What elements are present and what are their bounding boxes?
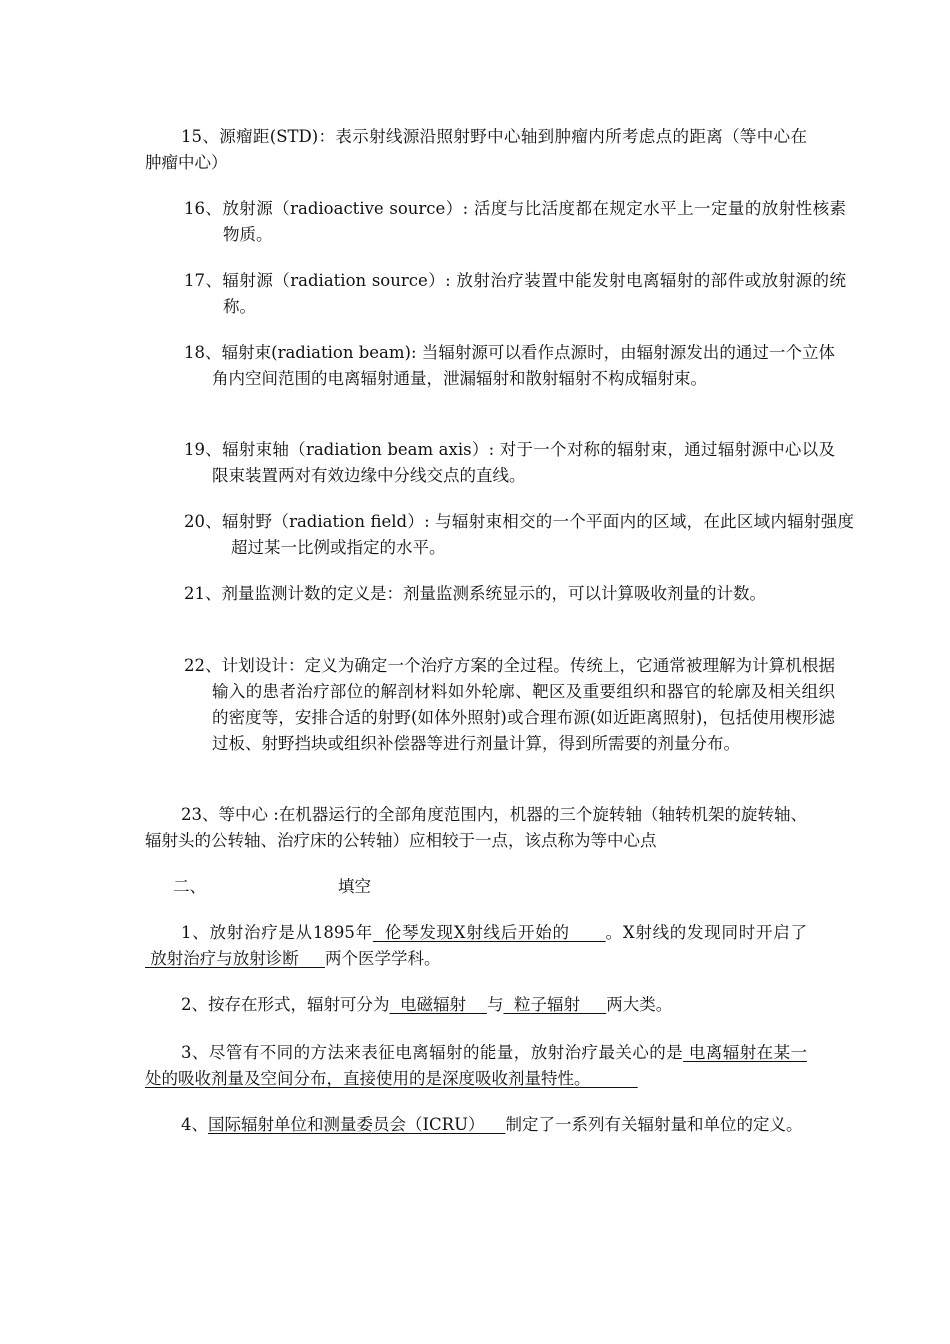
- question-text: 2、按存在形式，辐射可分为: [181, 995, 390, 1014]
- definition-number: 22、: [184, 656, 222, 675]
- definition-text: 等中心 :在机器运行的全部角度范围内，机器的三个旋转轴（轴转机架的旋转轴、辐射头的公转轴、治疗床的公转轴）应相较于一点，该点称为等中心点: [145, 805, 807, 850]
- definition-19: [184, 437, 835, 489]
- question-text: 两个医学学科。: [324, 949, 441, 968]
- section-heading: [145, 874, 807, 900]
- definition-number: 20、: [184, 512, 223, 531]
- answer-blank: 国际辐射单位和测量委员会（ICRU）: [208, 1115, 506, 1134]
- definition-number: 18、: [184, 343, 222, 362]
- definition-text: 剂量监测计数的定义是：剂量监测系统显示的，可以计算吸收剂量的计数。: [221, 584, 766, 603]
- definition-17: [184, 268, 846, 320]
- answer-blank: 粒子辐射: [503, 995, 607, 1014]
- answer-blank: 电离辐射在某一处的吸收剂量及空间分布，直接使用的是深度吸收剂量特性。: [145, 1043, 808, 1088]
- definition-text: 辐射束轴（radiation beam axis）: 对于一个对称的辐射束，通过辐射源中心以及限束装置两对有效边缘中分线交点的直线。: [212, 440, 835, 485]
- definition-text: 辐射野（radiation field）: 与辐射束相交的一个平面内的区域，在此区域内辐射强度超过某一比例或指定的水平。: [222, 512, 854, 557]
- answer-blank: 放射治疗与放射诊断: [145, 949, 325, 968]
- definition-23: [145, 802, 807, 854]
- definition-21: [184, 581, 846, 607]
- section-number: 二、: [173, 877, 206, 896]
- fill-question-1: [145, 920, 807, 972]
- definition-text: 源瘤距(STD)：表示射线源沿照射野中心轴到肿瘤内所考虑点的距离（等中心在肿瘤中心）: [145, 127, 807, 172]
- fill-question-3: [145, 1040, 807, 1092]
- question-text: 3、尽管有不同的方法来表征电离辐射的能量，放射治疗最关心的是: [181, 1043, 684, 1062]
- definition-number: 17、: [184, 271, 223, 290]
- fill-question-2: [145, 992, 807, 1018]
- question-text: 4、: [181, 1115, 208, 1134]
- definition-number: 23、: [181, 805, 219, 824]
- definition-number: 16、: [184, 199, 223, 218]
- definition-text: 辐射源（radiation source）: 放射治疗装置中能发射电离辐射的部件或放射源的统称。: [222, 271, 847, 316]
- definition-20: [184, 509, 854, 561]
- fill-question-4: [145, 1112, 807, 1138]
- answer-blank: 伦琴发现X射线后开始的: [372, 923, 606, 942]
- question-text: 制定了一系列有关辐射量和单位的定义。: [505, 1115, 803, 1134]
- definition-number: 19、: [184, 440, 223, 459]
- question-text: 。X射线的发现同时开启了: [605, 923, 807, 942]
- definition-text: 计划设计：定义为确定一个治疗方案的全过程。传统上，它通常被理解为计算机根据输入的患者治疗部位的解剖材料如外轮廓、靶区及重要组织和器官的轮廓及相关组织的密度等，安排合适的射野(如体外照射)或合理布源(如近距离照射)，包括使用楔形滤过板、射野挡块或组织补偿器等进行剂量计算，得到所需要的剂量分布。: [212, 656, 835, 753]
- definition-16: [184, 196, 846, 248]
- definition-number: 15、: [181, 127, 220, 146]
- question-text: 1、放射治疗是从1895年: [181, 923, 373, 942]
- question-text: 两大类。: [606, 995, 673, 1014]
- answer-blank: 电磁辐射: [389, 995, 487, 1014]
- question-text: 与: [486, 995, 504, 1014]
- definition-text: 放射源（radioactive source）: 活度与比活度都在规定水平上一定量的放射性核素物质。: [222, 199, 846, 244]
- section-title: 填空: [338, 877, 371, 896]
- definition-15: [145, 124, 807, 176]
- definition-text: 辐射束(radiation beam): 当辐射源可以看作点源时，由辐射源发出的通过一个立体角内空间范围的电离辐射通量，泄漏辐射和散射辐射不构成辐射束。: [212, 343, 835, 388]
- definition-22: [184, 653, 835, 757]
- definition-18: [184, 340, 835, 392]
- definition-number: 21、: [184, 584, 222, 603]
